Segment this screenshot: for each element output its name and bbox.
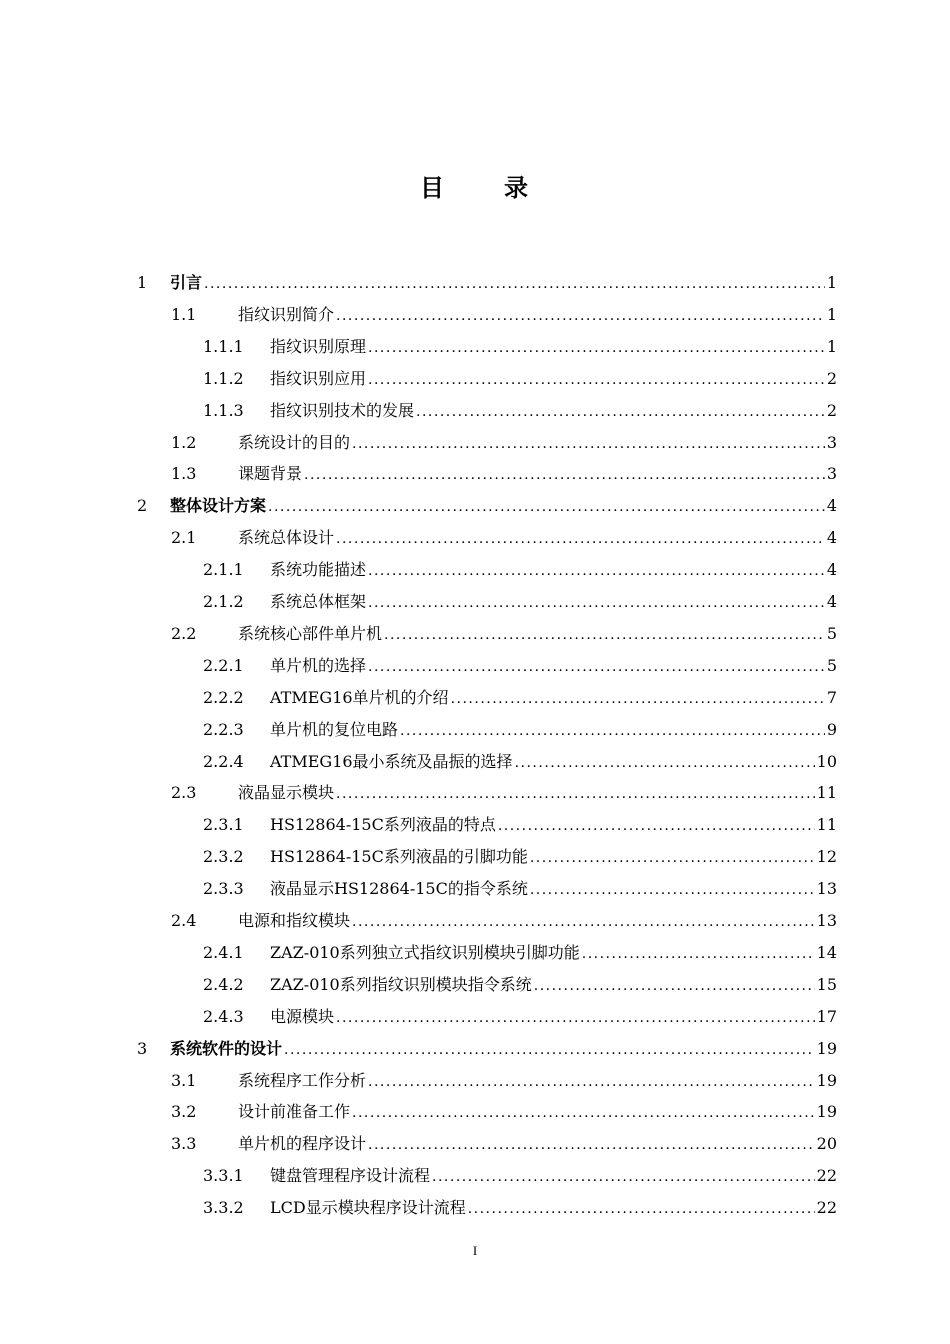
toc-entry-number: 2.2.4 bbox=[203, 752, 244, 771]
dot-leader bbox=[204, 269, 825, 299]
toc-entry-number: 2.3.1 bbox=[203, 815, 244, 834]
toc-entry-number: 2 bbox=[137, 496, 148, 515]
toc-entry-page: 4 bbox=[826, 592, 837, 611]
toc-entry-title: 系统总体框架 bbox=[270, 592, 367, 611]
toc-entry-title: 设计前准备工作 bbox=[238, 1102, 351, 1121]
toc-entry-number: 2.1.1 bbox=[203, 560, 244, 579]
toc-entry[interactable] bbox=[203, 938, 837, 968]
dot-leader bbox=[530, 875, 815, 905]
toc-entry[interactable] bbox=[137, 268, 837, 298]
dot-leader bbox=[468, 1194, 815, 1224]
toc-entry-title: 课题背景 bbox=[238, 464, 303, 483]
toc-entry-page: 5 bbox=[826, 624, 837, 643]
toc-entry-number: 3.3 bbox=[171, 1134, 197, 1153]
title-char-1: 目 bbox=[420, 174, 446, 202]
toc-entry[interactable] bbox=[171, 428, 837, 458]
dot-leader bbox=[416, 397, 825, 427]
toc-entry-number: 1.2 bbox=[171, 433, 197, 452]
toc-entry-title: 单片机的复位电路 bbox=[270, 720, 399, 739]
dot-leader bbox=[368, 365, 825, 395]
toc-entry-page: 3 bbox=[826, 433, 837, 452]
toc-entry[interactable] bbox=[171, 459, 837, 489]
dot-leader bbox=[530, 843, 815, 873]
page-title bbox=[0, 168, 950, 203]
toc-entry-page: 19 bbox=[816, 1071, 837, 1090]
toc-entry-title: 指纹识别应用 bbox=[270, 369, 367, 388]
dot-leader bbox=[384, 620, 825, 650]
toc-entry-page: 1 bbox=[826, 337, 837, 356]
toc-entry[interactable] bbox=[171, 1097, 837, 1127]
toc-entry-page: 10 bbox=[816, 752, 837, 771]
toc-entry-title: 键盘管理程序设计流程 bbox=[270, 1166, 431, 1185]
toc-entry[interactable] bbox=[203, 810, 837, 840]
toc-entry-number: 2.2 bbox=[171, 624, 197, 643]
toc-entry[interactable] bbox=[171, 1066, 837, 1096]
toc-entry-page: 15 bbox=[816, 975, 837, 994]
toc-entry[interactable] bbox=[171, 300, 837, 330]
dot-leader bbox=[352, 429, 825, 459]
toc-entry-number: 2.4.2 bbox=[203, 975, 244, 994]
dot-leader bbox=[368, 1130, 815, 1160]
toc-entry-number: 2.4.1 bbox=[203, 943, 244, 962]
toc-entry-number: 2.2.3 bbox=[203, 720, 244, 739]
toc-entry-page: 22 bbox=[816, 1166, 837, 1185]
toc-entry-number: 2.3.2 bbox=[203, 847, 244, 866]
toc-entry-number: 2.4 bbox=[171, 911, 197, 930]
toc-entry-page: 19 bbox=[816, 1039, 837, 1058]
toc-entry[interactable] bbox=[203, 555, 837, 585]
toc-entry[interactable] bbox=[171, 906, 837, 936]
dot-leader bbox=[336, 779, 815, 809]
toc-entry-number: 2.2.2 bbox=[203, 688, 244, 707]
toc-entry-number: 2.1.2 bbox=[203, 592, 244, 611]
dot-leader bbox=[432, 1162, 815, 1192]
toc-entry[interactable] bbox=[203, 970, 837, 1000]
toc-entry[interactable] bbox=[203, 1002, 837, 1032]
toc-entry-page: 4 bbox=[826, 528, 837, 547]
toc-entry-number: 3.1 bbox=[171, 1071, 197, 1090]
toc-entry-title: 系统设计的目的 bbox=[238, 433, 351, 452]
toc-entry-title: HS12864-15C系列液晶的特点 bbox=[270, 815, 496, 834]
toc-entry-page: 4 bbox=[826, 496, 837, 515]
toc-entry-title: 指纹识别原理 bbox=[270, 337, 367, 356]
toc-entry-page: 14 bbox=[816, 943, 837, 962]
toc-entry-title: 单片机的选择 bbox=[270, 656, 367, 675]
toc-entry-title: ZAZ-010系列独立式指纹识别模块引脚功能 bbox=[270, 943, 580, 962]
toc-entry-title: 液晶显示模块 bbox=[238, 783, 335, 802]
toc-entry-page: 20 bbox=[816, 1134, 837, 1153]
toc-entry-page: 11 bbox=[816, 815, 837, 834]
toc-entry-number: 1.1 bbox=[171, 305, 197, 324]
toc-entry-title: 电源和指纹模块 bbox=[238, 911, 351, 930]
toc-entry-title: 指纹识别技术的发展 bbox=[270, 401, 415, 420]
dot-leader bbox=[368, 588, 825, 618]
dot-leader bbox=[368, 556, 825, 586]
toc-entry-number: 1.1.3 bbox=[203, 401, 244, 420]
toc-entry-page: 7 bbox=[826, 688, 837, 707]
toc-entry-number: 3.3.1 bbox=[203, 1166, 244, 1185]
toc-entry-page: 19 bbox=[816, 1102, 837, 1121]
dot-leader bbox=[498, 811, 815, 841]
toc-entry-title: 系统软件的设计 bbox=[170, 1039, 283, 1058]
toc-entry-number: 2.1 bbox=[171, 528, 197, 547]
dot-leader bbox=[304, 460, 825, 490]
page-number: I bbox=[472, 1243, 478, 1258]
toc-entry-page: 17 bbox=[816, 1007, 837, 1026]
toc-entry[interactable] bbox=[203, 715, 837, 745]
dot-leader bbox=[368, 652, 825, 682]
toc-entry[interactable] bbox=[203, 874, 837, 904]
toc-entry-number: 3.3.2 bbox=[203, 1198, 244, 1217]
toc-entry-number: 2.3 bbox=[171, 783, 197, 802]
toc-entry-page: 13 bbox=[816, 911, 837, 930]
toc-entry-title: 单片机的程序设计 bbox=[238, 1134, 367, 1153]
dot-leader bbox=[534, 971, 815, 1001]
toc-entry[interactable] bbox=[171, 523, 837, 553]
toc-entry-number: 1 bbox=[137, 273, 148, 292]
toc-entry-title: 指纹识别简介 bbox=[238, 305, 335, 324]
toc-entry-title: ATMEG16最小系统及晶振的选择 bbox=[270, 752, 513, 771]
toc-entry-number: 2.2.1 bbox=[203, 656, 244, 675]
toc-entry[interactable] bbox=[171, 778, 837, 808]
toc-entry-page: 5 bbox=[826, 656, 837, 675]
title-char-2: 录 bbox=[504, 174, 530, 202]
toc-entry[interactable] bbox=[137, 1034, 837, 1064]
dot-leader bbox=[284, 1035, 815, 1065]
toc-entry-page: 4 bbox=[826, 560, 837, 579]
dot-leader bbox=[352, 1098, 815, 1128]
toc-entry-number: 1.1.2 bbox=[203, 369, 244, 388]
toc-entry[interactable] bbox=[203, 332, 837, 362]
toc-entry-number: 2.3.3 bbox=[203, 879, 244, 898]
dot-leader bbox=[582, 939, 815, 969]
toc-entry[interactable] bbox=[137, 491, 837, 521]
toc-entry-title: ATMEG16单片机的介绍 bbox=[270, 688, 449, 707]
toc-entry-title: HS12864-15C系列液晶的引脚功能 bbox=[270, 847, 528, 866]
toc-entry[interactable] bbox=[203, 364, 837, 394]
dot-leader bbox=[336, 1003, 815, 1033]
toc-entry-title: 整体设计方案 bbox=[170, 496, 267, 515]
toc-entry-page: 11 bbox=[816, 783, 837, 802]
toc-entry-title: 系统总体设计 bbox=[238, 528, 335, 547]
toc-entry[interactable] bbox=[203, 842, 837, 872]
toc-entry-title: 液晶显示HS12864-15C的指令系统 bbox=[270, 879, 528, 898]
dot-leader bbox=[451, 684, 825, 714]
toc-entry-number: 1.1.1 bbox=[203, 337, 244, 356]
toc-entry[interactable] bbox=[171, 619, 837, 649]
dot-leader bbox=[400, 716, 825, 746]
toc-entry[interactable] bbox=[203, 651, 837, 681]
dot-leader bbox=[336, 301, 825, 331]
toc-entry-number: 3 bbox=[137, 1039, 148, 1058]
toc-entry-number: 1.3 bbox=[171, 464, 197, 483]
toc-entry-page: 1 bbox=[826, 273, 837, 292]
toc-entry-page: 2 bbox=[826, 401, 837, 420]
toc-entry[interactable] bbox=[203, 587, 837, 617]
toc-entry-title: ZAZ-010系列指纹识别模块指令系统 bbox=[270, 975, 532, 994]
toc-entry[interactable] bbox=[203, 1161, 837, 1191]
toc-entry-title: 系统程序工作分析 bbox=[238, 1071, 367, 1090]
toc-entry-page: 2 bbox=[826, 369, 837, 388]
toc-entry-page: 12 bbox=[816, 847, 837, 866]
toc-entry[interactable] bbox=[203, 683, 837, 713]
toc-entry[interactable] bbox=[203, 747, 837, 777]
toc-entry-page: 1 bbox=[826, 305, 837, 324]
toc-entry-title: LCD显示模块程序设计流程 bbox=[270, 1198, 466, 1217]
toc-entry-title: 引言 bbox=[170, 273, 203, 292]
toc-entry-page: 13 bbox=[816, 879, 837, 898]
toc-entry-page: 3 bbox=[826, 464, 837, 483]
toc-entry[interactable] bbox=[171, 1129, 837, 1159]
dot-leader bbox=[368, 1067, 815, 1097]
dot-leader bbox=[368, 333, 825, 363]
toc-entry[interactable] bbox=[203, 1193, 837, 1223]
toc-entry-number: 2.4.3 bbox=[203, 1007, 244, 1026]
toc-entry-title: 系统功能描述 bbox=[270, 560, 367, 579]
toc-entry-page: 9 bbox=[826, 720, 837, 739]
dot-leader bbox=[268, 492, 825, 522]
toc-entry-title: 系统核心部件单片机 bbox=[238, 624, 383, 643]
toc-entry[interactable] bbox=[203, 396, 837, 426]
dot-leader bbox=[336, 524, 825, 554]
toc-entry-number: 3.2 bbox=[171, 1102, 197, 1121]
toc-entry-page: 22 bbox=[816, 1198, 837, 1217]
toc-entry-title: 电源模块 bbox=[270, 1007, 335, 1026]
dot-leader bbox=[515, 748, 815, 778]
dot-leader bbox=[352, 907, 815, 937]
